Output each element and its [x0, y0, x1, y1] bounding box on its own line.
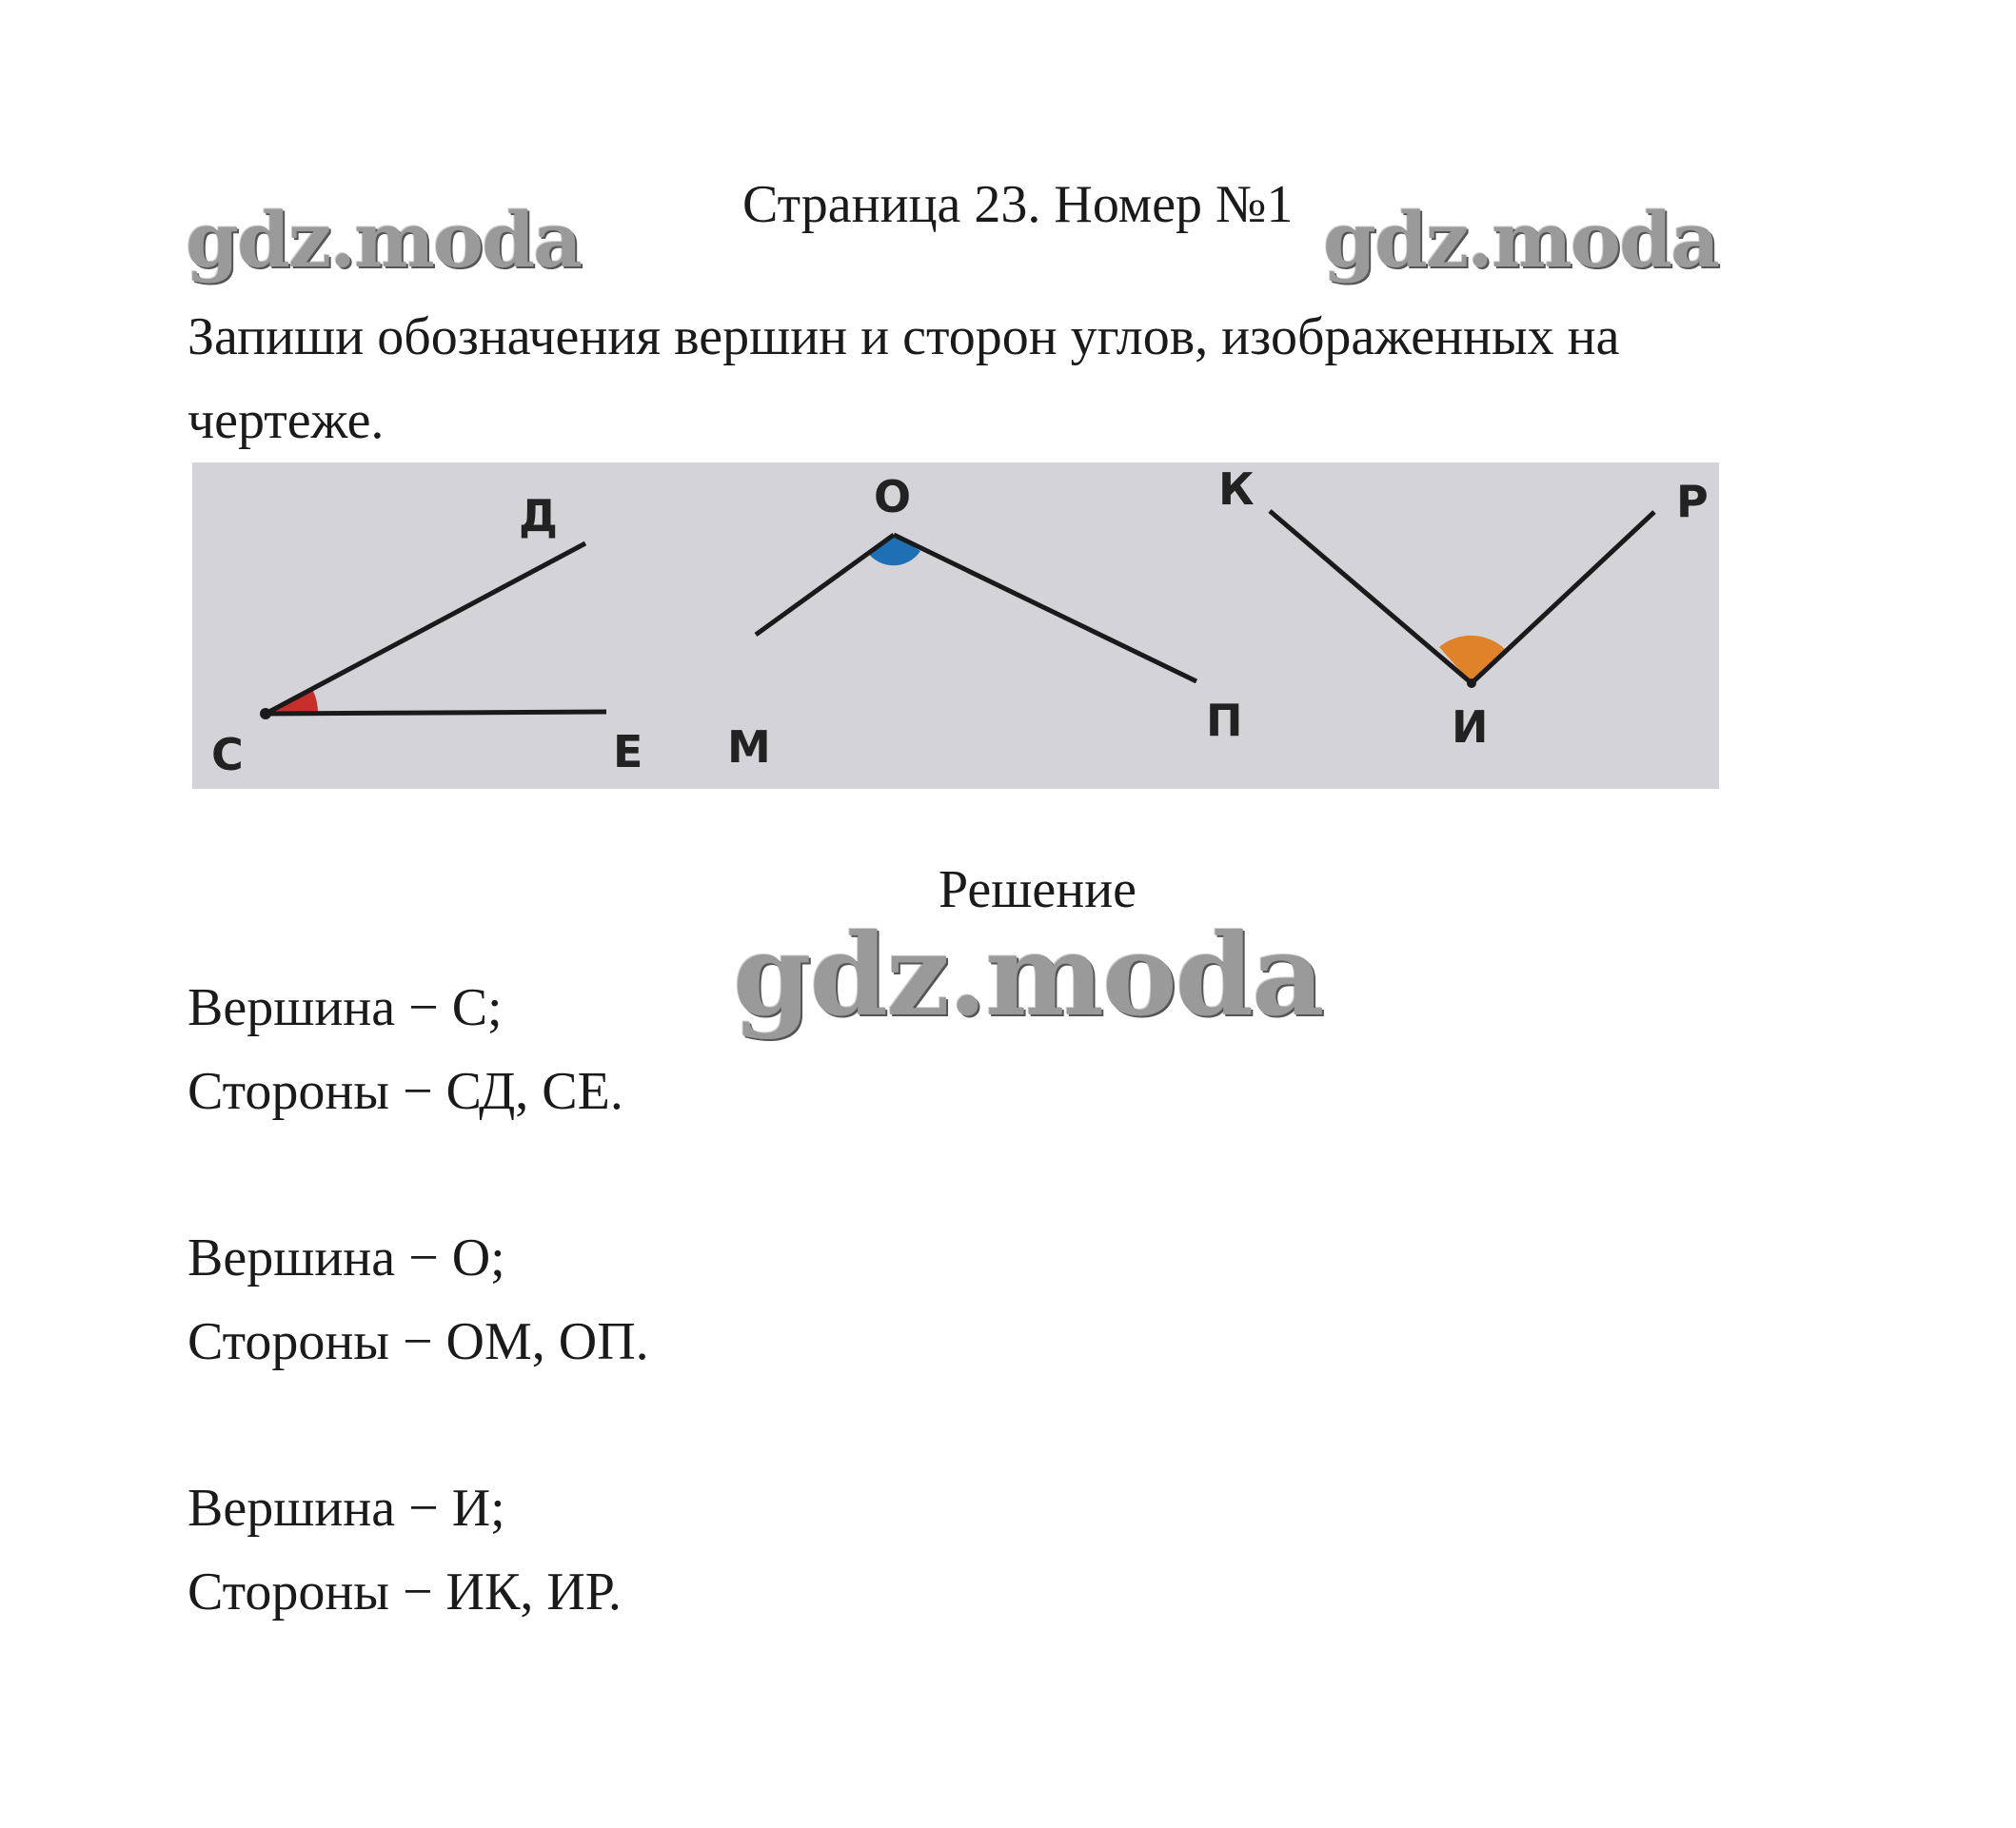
watermark-logo: gdz.moda	[733, 909, 1323, 1041]
label-m: М	[727, 721, 771, 773]
label-d: Д	[519, 490, 558, 541]
vertex-point-i	[1467, 678, 1476, 688]
watermark-logo: gdz.moda	[1323, 195, 1718, 285]
solution-title: Решение	[938, 860, 1137, 919]
label-p: П	[1206, 695, 1243, 746]
answer-vertex: Вершина − И;	[188, 1479, 505, 1538]
answer-block	[188, 1216, 649, 1384]
ray-ir	[1472, 512, 1654, 683]
task-text: Запиши обозначения вершин и сторон углов, изображенных на чертеже.	[188, 307, 1620, 450]
label-e: Е	[613, 726, 643, 777]
answer-sides: Стороны − ИК, ИР.	[188, 1563, 622, 1622]
label-c: С	[211, 729, 244, 780]
ray-op	[894, 535, 1196, 681]
label-k: К	[1218, 463, 1255, 515]
vertex-point-c	[260, 708, 271, 719]
answer-vertex: Вершина − С;	[188, 978, 503, 1037]
label-o: О	[874, 471, 912, 522]
ray-ik	[1270, 511, 1472, 683]
answer-sides: Стороны − ОМ, ОП.	[188, 1312, 649, 1371]
answer-vertex: Вершина − О;	[188, 1228, 505, 1287]
answer-sides: Стороны − СД, СЕ.	[188, 1062, 623, 1121]
label-i: И	[1452, 701, 1489, 753]
label-r: Р	[1676, 476, 1709, 527]
watermark-logo: gdz.moda	[186, 195, 581, 285]
page-title: Страница 23. Номер №1	[742, 175, 1294, 234]
ray-ce	[266, 712, 606, 714]
answer-block	[188, 1466, 622, 1634]
angles-drawing	[192, 462, 1719, 789]
angles-figure	[192, 462, 1719, 789]
answer-block	[188, 966, 623, 1133]
ray-om	[756, 535, 894, 635]
ray-cd	[266, 543, 585, 714]
